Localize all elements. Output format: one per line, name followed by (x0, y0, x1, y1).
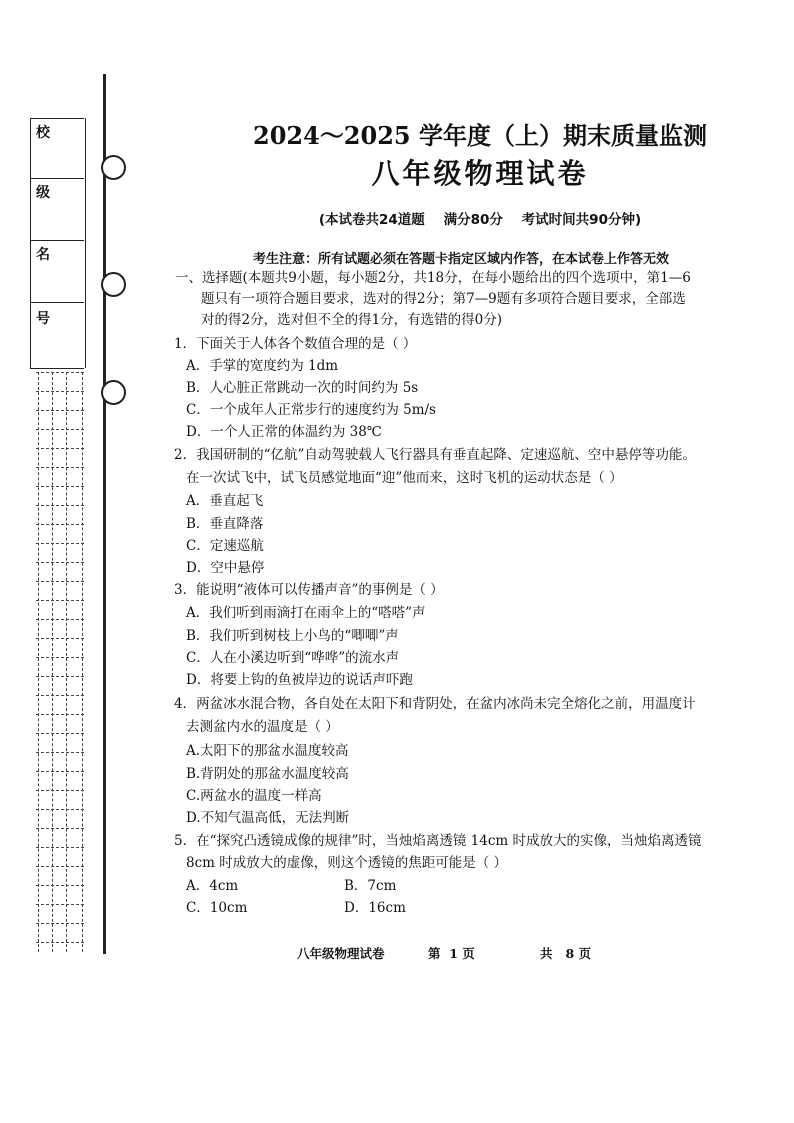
option-b: B.背阴处的那盆水温度较高 (186, 766, 349, 782)
class-label: 级 (36, 185, 50, 201)
exam-info: (本试卷共24道题 满分80分 考试时间共90分钟) (318, 212, 642, 228)
option-c: C.两盆水的温度一样高 (186, 788, 322, 804)
info-row-divider (30, 302, 84, 303)
section-instructions-line: 题只有一项符合题目要求，选对的得2分；第7—9题有多项符合题目要求，全部选 (201, 291, 686, 307)
footer-page-total: 共 8 页 (540, 946, 592, 961)
info-row-divider (30, 118, 84, 119)
option-c: C．定速巡航 (186, 538, 264, 554)
exam-number-grid-row (36, 600, 84, 601)
question-stem: 3．能说明“液体可以传播声音”的事例是（ ） (174, 582, 444, 598)
exam-number-grid-row (36, 372, 84, 373)
number-label: 号 (36, 311, 50, 327)
exam-number-grid-row (36, 486, 84, 487)
exam-number-grid-line (82, 372, 83, 952)
question-stem-continued: 去测盆内水的温度是（ ） (186, 719, 339, 735)
option-a: A.太阳下的那盆水温度较高 (186, 743, 349, 759)
section-instructions (175, 268, 775, 331)
exam-number-grid-row (36, 657, 84, 658)
exam-number-grid-row (36, 467, 84, 468)
question-stem-continued: 8cm 时成放大的虚像，则这个透镜的焦距可能是（ ） (186, 855, 508, 871)
section-instructions-line: 一、选择题(本题共9小题，每小题2分，共18分，在每小题给出的四个选项中，第1—6 (175, 270, 691, 286)
option-d: D．空中悬停 (186, 560, 265, 576)
exam-number-grid-row (36, 410, 84, 411)
exam-number-grid-row (36, 885, 84, 886)
question-stem: 5．在“探究凸透镜成像的规律”时，当烛焰离透镜 14cm 时成放大的实像，当烛焰离透镜 (174, 833, 702, 849)
option-a: A．垂直起飞 (186, 493, 264, 509)
option-a: A．我们听到雨滴打在雨伞上的“嗒嗒”声 (186, 605, 426, 621)
exam-number-grid-row (36, 828, 84, 829)
exam-number-grid-row (36, 904, 84, 905)
footer-page-number: 第 1 页 (428, 946, 475, 961)
info-row-divider (30, 368, 84, 369)
exam-number-grid-row (36, 448, 84, 449)
option-c: C．10cm (186, 900, 248, 916)
option-d: D．一个人正常的体温约为 38℃ (186, 424, 382, 440)
school-label: 校 (36, 125, 50, 141)
exam-number-grid-row (36, 847, 84, 848)
option-b: B．人心脏正常跳动一次的时间约为 5s (186, 380, 419, 396)
exam-number-grid-row (36, 771, 84, 772)
binding-hole-icon (101, 272, 126, 297)
exam-number-grid-line (52, 372, 53, 952)
exam-number-grid-row (36, 581, 84, 582)
exam-subtitle: 八年级物理试卷 (371, 157, 589, 190)
exam-number-grid-row (36, 676, 84, 677)
option-b: B．垂直降落 (186, 516, 264, 532)
exam-number-grid-row (36, 391, 84, 392)
footer-subject: 八年级物理试卷 (297, 946, 385, 961)
exam-number-grid-row (36, 714, 84, 715)
student-info-box (30, 118, 86, 368)
info-row-divider (30, 240, 84, 241)
info-row-divider (30, 178, 84, 179)
exam-number-grid-line (66, 372, 67, 952)
option-c: C．人在小溪边听到“哗哗”的流水声 (186, 650, 400, 666)
binding-hole-icon (101, 380, 126, 405)
exam-number-grid-row (36, 524, 84, 525)
exam-title: 2024～2025 学年度（上）期末质量监测 (253, 121, 707, 150)
option-a: A．手掌的宽度约为 1dm (186, 358, 339, 374)
exam-number-grid-row (36, 809, 84, 810)
option-b: B．我们听到树枝上小鸟的“唧唧”声 (186, 628, 399, 644)
exam-number-grid-line (38, 372, 39, 952)
candidate-notice: 考生注意：所有试题必须在答题卡指定区域内作答，在本试卷上作答无效 (253, 252, 670, 267)
option-d: D．16cm (344, 900, 406, 916)
option-d: D.不知气温高低，无法判断 (186, 810, 350, 826)
option-d: D．将要上钩的鱼被岸边的说话声吓跑 (186, 672, 413, 688)
binding-hole-icon (101, 155, 126, 180)
section-instructions-line: 对的得2分，选对但不全的得1分，有选错的得0分) (201, 312, 503, 328)
question-stem: 4．两盆冰水混合物，各自处在太阳下和背阴处，在盆内冰尚未完全熔化之前，用温度计 (174, 696, 696, 712)
question-stem: 1．下面关于人体各个数值合理的是（ ） (174, 336, 417, 352)
exam-number-grid-row (36, 562, 84, 563)
question-stem-continued: 在一次试飞中，试飞员感觉地面“迎”他而来，这时飞机的运动状态是（ ） (186, 470, 623, 486)
exam-number-grid-row (36, 752, 84, 753)
exam-number-grid-row (36, 695, 84, 696)
exam-number-grid-row (36, 733, 84, 734)
exam-number-grid-row (36, 923, 84, 924)
exam-number-grid-row (36, 619, 84, 620)
exam-number-grid-row (36, 638, 84, 639)
option-b: B．7cm (344, 878, 397, 894)
exam-number-grid-row (36, 866, 84, 867)
option-c: C．一个成年人正常步行的速度约为 5m/s (186, 402, 436, 418)
exam-number-grid-row (36, 429, 84, 430)
exam-number-grid-row (36, 942, 84, 943)
binding-line (103, 74, 106, 954)
exam-number-grid-row (36, 790, 84, 791)
name-label: 名 (36, 247, 50, 263)
question-stem: 2．我国研制的“亿航”自动驾驶载人飞行器具有垂直起降、定速巡航、空中悬停等功能。 (174, 447, 696, 463)
exam-number-grid-row (36, 505, 84, 506)
exam-number-grid-row (36, 543, 84, 544)
option-a: A．4cm (186, 878, 239, 894)
